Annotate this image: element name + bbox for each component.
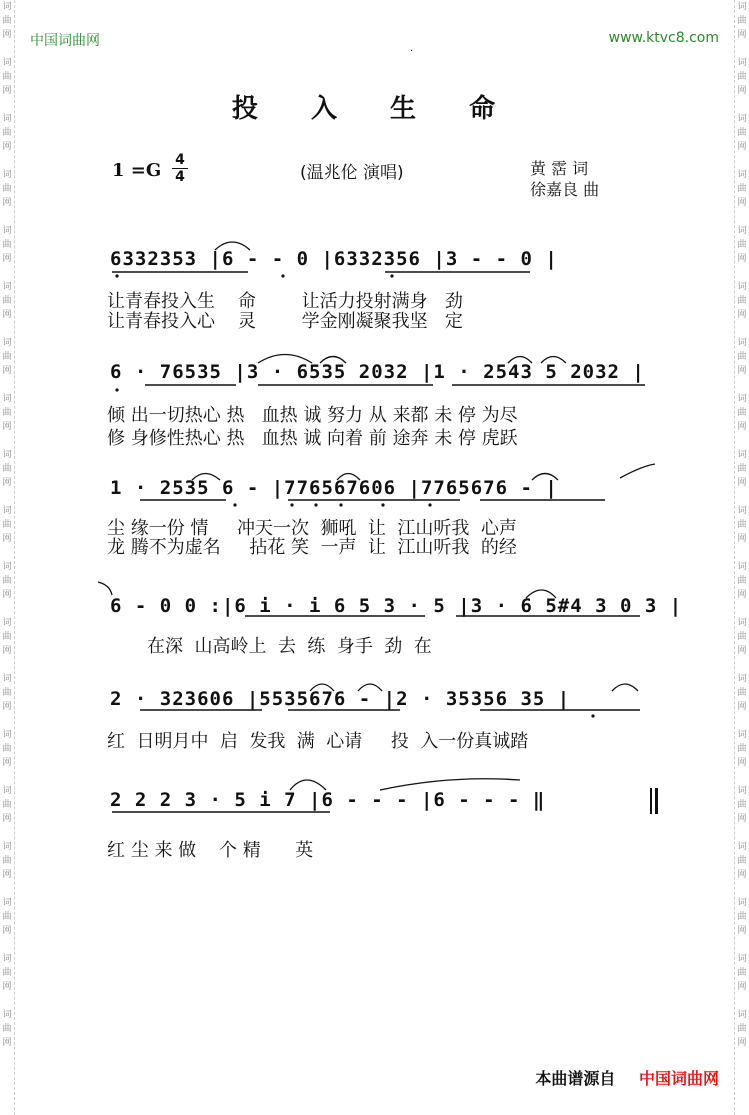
slur-arc (290, 780, 326, 790)
footer-source-site[interactable]: 中国词曲网 (638, 1069, 719, 1088)
lyric-line-3-verse-2: 龙 腾不为虚名 拈花 笑 一声 让 江山听我 的经 (107, 537, 517, 558)
slur-arc (258, 355, 312, 364)
octave-dot (290, 503, 293, 506)
octave-dot (339, 503, 342, 506)
lyric-line-1-verse-2: 让青春投入心 灵 学金刚凝聚我坚 定 (107, 311, 463, 332)
slur-arc (215, 242, 250, 250)
music-line-6: 2 2 2 3 · 5 i 7 |6 - - - |6 - - - ‖ (110, 789, 546, 811)
performer-credit: (温兆伦 演唱) (300, 163, 404, 183)
composer-credit: 徐嘉良 曲 (530, 180, 600, 199)
lyric-line-2-verse-2: 修 身修性热心 热 血热 诚 向着 前 途奔 未 停 虎跃 (107, 428, 518, 449)
music-line-3: 1 · 2535 6 - |776567606 |7765676 - | (110, 477, 558, 499)
slur-arc (526, 590, 556, 598)
music-line-2: 6 · 76535 |3 · 6535 2032 |1 · 2543 5 2032 | (110, 361, 645, 383)
lyric-line-3-verse-1: 尘 缘一份 情 冲天一次 狮吼 让 江山听我 心声 (107, 518, 517, 539)
octave-dot (281, 274, 284, 277)
lyricist-credit: 黄 霑 词 (530, 159, 589, 178)
octave-dot (115, 274, 118, 277)
octave-dot (115, 388, 118, 391)
footer-source-label: 本曲谱源自 (535, 1069, 616, 1088)
footer-source (0, 1066, 719, 1089)
slur-arc (620, 464, 655, 478)
stray-dot: . (410, 43, 414, 54)
octave-dot (591, 714, 594, 717)
header-site-right[interactable]: www.ktvc8.com (608, 30, 719, 46)
meter-top: 4 (175, 152, 185, 168)
slur-arc (310, 684, 334, 691)
header-site-left[interactable]: 中国词曲网 (30, 33, 100, 49)
octave-dot (233, 503, 236, 506)
octave-dot (314, 503, 317, 506)
slur-arc (192, 474, 220, 481)
song-title: 投 入 生 命 (231, 94, 518, 124)
final-barline-thin (650, 788, 652, 814)
octave-dot (381, 503, 384, 506)
lyric-line-5: 红 日明月中 启 发我 满 心请 投 入一份真诚踏 (107, 731, 529, 752)
slur-arc (380, 779, 520, 790)
octave-dot (390, 274, 393, 277)
final-barline-thick (655, 788, 658, 814)
lyric-line-4: 在深 山高岭上 去 练 身手 劲 在 (107, 636, 432, 657)
music-line-5: 2 · 323606 |5535676 - |2 · 35356 35 | (110, 688, 571, 710)
music-line-4: 6 - 0 0 :|6 i · i 6 5 3 · 5 |3 · 6 5#4 3 0 3 | (110, 595, 683, 617)
slur-arc (612, 684, 638, 691)
right-watermark-strip: 词曲网 词曲网 词曲网 词曲网 词曲网 词曲网 词曲网 词曲网 词曲网 词曲网 词曲网 词曲网 词曲网 词曲网 词曲网 词曲网 词曲网 词曲网 词曲网 (734, 0, 749, 1115)
slur-arc (98, 582, 112, 595)
lyric-line-1-verse-1: 让青春投入生 命 让活力投射满身 劲 (107, 291, 463, 312)
slur-arc (320, 357, 346, 364)
slur-arc (541, 357, 566, 364)
slur-arc (508, 357, 532, 364)
lyric-line-6: 红 尘 来 做 个 精 英 (107, 840, 314, 861)
octave-dot (428, 503, 431, 506)
music-line-1: 6332353 |6 - - 0 |6332356 |3 - - 0 | (110, 248, 558, 270)
key-signature: 1 =G (112, 160, 162, 181)
left-watermark-strip: 词曲网 词曲网 词曲网 词曲网 词曲网 词曲网 词曲网 词曲网 词曲网 词曲网 词曲网 词曲网 词曲网 词曲网 词曲网 词曲网 词曲网 词曲网 词曲网 (0, 0, 15, 1115)
slur-arc (532, 474, 558, 481)
meter-bottom: 4 (172, 168, 188, 185)
slur-arc (337, 474, 360, 481)
lyric-line-2-verse-1: 倾 出一切热心 热 血热 诚 努力 从 来都 未 停 为尽 (107, 405, 518, 426)
slur-arc (358, 684, 382, 691)
